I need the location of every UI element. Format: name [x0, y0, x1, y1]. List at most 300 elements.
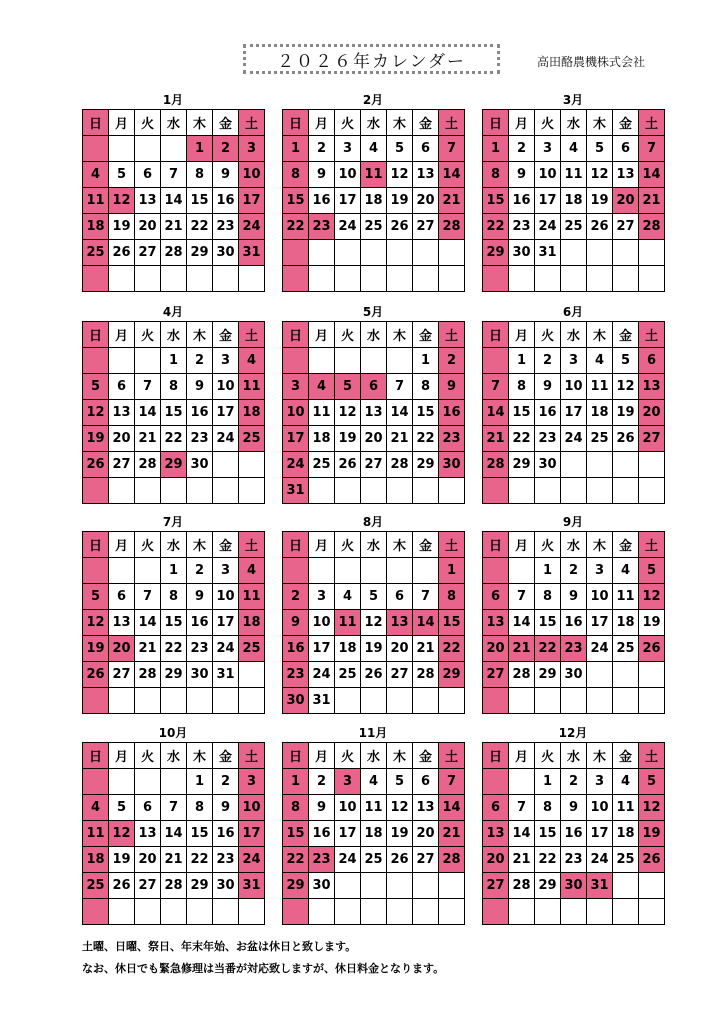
day-cell: 30 [561, 873, 587, 899]
day-cell: 8 [161, 374, 187, 400]
empty-cell [413, 688, 439, 714]
day-cell: 25 [83, 873, 109, 899]
day-cell: 24 [283, 452, 309, 478]
empty-cell [335, 240, 361, 266]
weekday-header: 金 [413, 532, 439, 558]
day-cell: 16 [535, 400, 561, 426]
week-row [283, 214, 465, 240]
empty-cell [387, 240, 413, 266]
day-cell: 28 [135, 452, 161, 478]
day-cell: 28 [413, 662, 439, 688]
day-cell: 6 [135, 162, 161, 188]
day-cell: 4 [239, 558, 265, 584]
week-row [483, 426, 665, 452]
day-cell: 18 [239, 400, 265, 426]
week-row [283, 478, 465, 504]
day-cell: 12 [387, 162, 413, 188]
week-row [83, 374, 265, 400]
day-cell: 11 [361, 795, 387, 821]
day-cell: 22 [509, 426, 535, 452]
note-line-2: なお、休日でも緊急修理は当番が対応致しますが、休日料金となります。 [82, 962, 445, 975]
weekday-header: 水 [561, 110, 587, 136]
day-cell: 26 [109, 873, 135, 899]
week-row [283, 688, 465, 714]
calendar-title: ２０２６年カレンダー [277, 51, 466, 72]
day-cell: 7 [413, 584, 439, 610]
empty-cell [109, 266, 135, 292]
day-cell: 22 [535, 847, 561, 873]
day-cell: 16 [439, 400, 465, 426]
month-calendar [82, 303, 264, 504]
day-cell: 21 [161, 847, 187, 873]
day-cell: 17 [283, 426, 309, 452]
day-cell: 12 [587, 162, 613, 188]
day-cell: 27 [483, 662, 509, 688]
day-cell: 13 [613, 162, 639, 188]
day-cell: 11 [587, 374, 613, 400]
day-cell: 4 [335, 584, 361, 610]
weekday-header: 日 [83, 532, 109, 558]
day-cell: 31 [213, 662, 239, 688]
day-cell: 5 [387, 769, 413, 795]
day-cell: 23 [309, 214, 335, 240]
day-cell: 13 [109, 610, 135, 636]
day-cell: 16 [213, 188, 239, 214]
empty-cell [639, 452, 665, 478]
month-title: 9月 [562, 515, 584, 529]
day-cell: 2 [535, 348, 561, 374]
day-cell: 2 [309, 769, 335, 795]
day-cell: 17 [239, 188, 265, 214]
day-cell: 10 [561, 374, 587, 400]
day-cell: 5 [639, 558, 665, 584]
day-cell: 18 [83, 847, 109, 873]
day-cell: 10 [535, 162, 561, 188]
day-cell: 27 [613, 214, 639, 240]
weekday-header: 金 [413, 110, 439, 136]
empty-cell [335, 899, 361, 925]
month-title: 6月 [562, 305, 584, 319]
day-cell: 16 [561, 610, 587, 636]
weekday-header: 火 [135, 532, 161, 558]
day-cell: 15 [161, 610, 187, 636]
day-cell: 30 [509, 240, 535, 266]
empty-cell [413, 558, 439, 584]
month-calendar [282, 513, 464, 714]
day-cell: 26 [109, 240, 135, 266]
day-cell: 18 [361, 821, 387, 847]
day-cell: 19 [361, 636, 387, 662]
empty-cell [239, 452, 265, 478]
weekday-header-row [283, 532, 465, 558]
day-cell: 4 [361, 769, 387, 795]
week-row [483, 847, 665, 873]
weekday-header: 水 [161, 532, 187, 558]
weekday-header: 火 [335, 110, 361, 136]
empty-cell [187, 266, 213, 292]
day-cell: 1 [283, 136, 309, 162]
empty-cell [109, 478, 135, 504]
day-cell: 23 [283, 662, 309, 688]
weekday-header: 水 [361, 322, 387, 348]
week-row [83, 452, 265, 478]
empty-cell [283, 558, 309, 584]
day-cell: 25 [613, 636, 639, 662]
day-cell: 9 [535, 374, 561, 400]
day-cell: 2 [187, 348, 213, 374]
empty-cell [213, 899, 239, 925]
empty-cell [213, 452, 239, 478]
empty-cell [561, 478, 587, 504]
day-cell: 31 [309, 688, 335, 714]
day-cell: 7 [161, 162, 187, 188]
empty-cell [309, 266, 335, 292]
empty-cell [135, 769, 161, 795]
weekday-header: 月 [309, 322, 335, 348]
weekday-header: 水 [561, 322, 587, 348]
calendar-title-box [243, 44, 500, 74]
day-cell: 20 [483, 636, 509, 662]
empty-cell [283, 266, 309, 292]
weekday-header: 水 [161, 322, 187, 348]
day-cell: 19 [83, 426, 109, 452]
week-row [283, 240, 465, 266]
month-calendar [282, 91, 464, 292]
weekday-header: 金 [613, 110, 639, 136]
day-cell: 24 [309, 662, 335, 688]
day-cell: 2 [309, 136, 335, 162]
day-cell: 8 [283, 162, 309, 188]
weekday-header-row [283, 110, 465, 136]
empty-cell [83, 558, 109, 584]
empty-cell [335, 558, 361, 584]
day-cell: 12 [83, 400, 109, 426]
month-table [82, 109, 265, 292]
day-cell: 27 [639, 426, 665, 452]
week-row [83, 400, 265, 426]
day-cell: 1 [483, 136, 509, 162]
week-row [483, 662, 665, 688]
day-cell: 5 [387, 136, 413, 162]
empty-cell [361, 240, 387, 266]
day-cell: 26 [361, 662, 387, 688]
empty-cell [509, 478, 535, 504]
day-cell: 17 [535, 188, 561, 214]
day-cell: 14 [639, 162, 665, 188]
empty-cell [613, 662, 639, 688]
day-cell: 21 [439, 821, 465, 847]
day-cell: 24 [239, 214, 265, 240]
week-row [483, 348, 665, 374]
weekday-header: 金 [613, 322, 639, 348]
day-cell: 16 [213, 821, 239, 847]
day-cell: 29 [483, 240, 509, 266]
day-cell: 7 [483, 374, 509, 400]
day-cell: 28 [135, 662, 161, 688]
day-cell: 26 [639, 636, 665, 662]
day-cell: 23 [187, 636, 213, 662]
day-cell: 30 [561, 662, 587, 688]
day-cell: 6 [413, 136, 439, 162]
empty-cell [509, 769, 535, 795]
empty-cell [483, 266, 509, 292]
day-cell: 29 [439, 662, 465, 688]
day-cell: 14 [135, 400, 161, 426]
day-cell: 3 [561, 348, 587, 374]
month-calendar [482, 91, 664, 292]
day-cell: 1 [161, 348, 187, 374]
empty-cell [109, 558, 135, 584]
day-cell: 16 [561, 821, 587, 847]
week-row [483, 795, 665, 821]
week-row [83, 584, 265, 610]
day-cell: 4 [613, 769, 639, 795]
empty-cell [639, 662, 665, 688]
day-cell: 20 [135, 214, 161, 240]
month-calendar [82, 91, 264, 292]
week-row [483, 162, 665, 188]
day-cell: 15 [535, 610, 561, 636]
weekday-header-row [83, 532, 265, 558]
day-cell: 27 [413, 847, 439, 873]
weekday-header: 木 [387, 110, 413, 136]
empty-cell [135, 348, 161, 374]
weekday-header: 日 [283, 110, 309, 136]
month-title: 10月 [158, 726, 188, 740]
day-cell: 21 [483, 426, 509, 452]
empty-cell [335, 688, 361, 714]
empty-cell [83, 769, 109, 795]
day-cell: 22 [161, 426, 187, 452]
day-cell: 11 [239, 374, 265, 400]
day-cell: 1 [509, 348, 535, 374]
weekday-header-row [483, 532, 665, 558]
weekday-header: 日 [283, 322, 309, 348]
empty-cell [83, 348, 109, 374]
empty-cell [483, 478, 509, 504]
weekday-header: 土 [439, 743, 465, 769]
day-cell: 22 [283, 847, 309, 873]
day-cell: 27 [109, 452, 135, 478]
day-cell: 20 [483, 847, 509, 873]
empty-cell [439, 873, 465, 899]
week-row [483, 400, 665, 426]
week-row [83, 769, 265, 795]
weekday-header: 木 [587, 322, 613, 348]
day-cell: 17 [587, 610, 613, 636]
day-cell: 6 [387, 584, 413, 610]
empty-cell [335, 873, 361, 899]
day-cell: 16 [309, 821, 335, 847]
week-row [83, 266, 265, 292]
day-cell: 13 [483, 821, 509, 847]
empty-cell [135, 478, 161, 504]
day-cell: 26 [335, 452, 361, 478]
empty-cell [413, 899, 439, 925]
day-cell: 19 [109, 847, 135, 873]
empty-cell [283, 348, 309, 374]
day-cell: 6 [639, 348, 665, 374]
day-cell: 3 [239, 136, 265, 162]
weekday-header: 月 [109, 110, 135, 136]
weekday-header: 木 [187, 110, 213, 136]
day-cell: 21 [161, 214, 187, 240]
day-cell: 27 [361, 452, 387, 478]
month-table [82, 742, 265, 925]
empty-cell [187, 688, 213, 714]
weekday-header: 金 [613, 743, 639, 769]
day-cell: 25 [309, 452, 335, 478]
day-cell: 9 [309, 162, 335, 188]
day-cell: 27 [109, 662, 135, 688]
day-cell: 17 [561, 400, 587, 426]
weekday-header: 木 [187, 532, 213, 558]
day-cell: 27 [135, 873, 161, 899]
day-cell: 23 [187, 426, 213, 452]
weekday-header: 水 [161, 743, 187, 769]
week-row [83, 610, 265, 636]
day-cell: 3 [309, 584, 335, 610]
day-cell: 25 [613, 847, 639, 873]
day-cell: 6 [483, 795, 509, 821]
empty-cell [509, 266, 535, 292]
week-row [283, 769, 465, 795]
weekday-header: 日 [83, 110, 109, 136]
day-cell: 5 [335, 374, 361, 400]
day-cell: 21 [639, 188, 665, 214]
month-table [82, 321, 265, 504]
day-cell: 8 [413, 374, 439, 400]
month-title: 4月 [162, 305, 184, 319]
empty-cell [213, 266, 239, 292]
day-cell: 7 [509, 795, 535, 821]
day-cell: 22 [535, 636, 561, 662]
day-cell: 23 [509, 214, 535, 240]
empty-cell [239, 688, 265, 714]
day-cell: 4 [587, 348, 613, 374]
empty-cell [613, 899, 639, 925]
day-cell: 15 [283, 821, 309, 847]
empty-cell [561, 266, 587, 292]
week-row [83, 847, 265, 873]
day-cell: 9 [213, 162, 239, 188]
day-cell: 13 [483, 610, 509, 636]
day-cell: 29 [161, 662, 187, 688]
weekday-header: 火 [135, 322, 161, 348]
weekday-header: 月 [309, 532, 335, 558]
day-cell: 31 [587, 873, 613, 899]
day-cell: 18 [239, 610, 265, 636]
empty-cell [361, 873, 387, 899]
day-cell: 23 [535, 426, 561, 452]
empty-cell [361, 899, 387, 925]
day-cell: 28 [161, 873, 187, 899]
day-cell: 9 [561, 584, 587, 610]
week-row [483, 136, 665, 162]
empty-cell [639, 240, 665, 266]
day-cell: 18 [361, 188, 387, 214]
weekday-header: 金 [213, 322, 239, 348]
weekday-header: 土 [239, 110, 265, 136]
day-cell: 8 [509, 374, 535, 400]
day-cell: 23 [561, 847, 587, 873]
day-cell: 3 [535, 136, 561, 162]
day-cell: 13 [135, 821, 161, 847]
day-cell: 30 [283, 688, 309, 714]
day-cell: 10 [239, 795, 265, 821]
empty-cell [309, 240, 335, 266]
day-cell: 31 [283, 478, 309, 504]
week-row [283, 795, 465, 821]
empty-cell [613, 240, 639, 266]
empty-cell [587, 452, 613, 478]
month-calendar [82, 513, 264, 714]
month-title: 11月 [358, 726, 388, 740]
weekday-header: 金 [413, 743, 439, 769]
weekday-header: 金 [213, 532, 239, 558]
empty-cell [335, 478, 361, 504]
empty-cell [639, 266, 665, 292]
day-cell: 9 [187, 374, 213, 400]
weekday-header-row [83, 322, 265, 348]
day-cell: 7 [639, 136, 665, 162]
empty-cell [161, 688, 187, 714]
day-cell: 20 [361, 426, 387, 452]
empty-cell [509, 899, 535, 925]
day-cell: 4 [561, 136, 587, 162]
week-row [83, 662, 265, 688]
weekday-header: 月 [309, 743, 335, 769]
day-cell: 8 [439, 584, 465, 610]
weekday-header: 水 [361, 743, 387, 769]
month-title: 12月 [558, 726, 588, 740]
day-cell: 16 [309, 188, 335, 214]
weekday-header: 月 [509, 743, 535, 769]
day-cell: 27 [483, 873, 509, 899]
day-cell: 28 [509, 873, 535, 899]
day-cell: 9 [439, 374, 465, 400]
day-cell: 31 [239, 873, 265, 899]
day-cell: 13 [135, 188, 161, 214]
empty-cell [639, 899, 665, 925]
day-cell: 27 [135, 240, 161, 266]
notes [82, 936, 444, 980]
empty-cell [83, 688, 109, 714]
month-table [282, 742, 465, 925]
empty-cell [83, 136, 109, 162]
empty-cell [587, 478, 613, 504]
day-cell: 15 [439, 610, 465, 636]
month-table [82, 531, 265, 714]
day-cell: 25 [83, 240, 109, 266]
weekday-header-row [483, 110, 665, 136]
day-cell: 3 [335, 136, 361, 162]
day-cell: 11 [613, 584, 639, 610]
day-cell: 1 [283, 769, 309, 795]
week-row [483, 899, 665, 925]
week-row [83, 821, 265, 847]
day-cell: 28 [439, 847, 465, 873]
empty-cell [387, 873, 413, 899]
empty-cell [161, 478, 187, 504]
empty-cell [187, 478, 213, 504]
day-cell: 30 [187, 662, 213, 688]
day-cell: 9 [213, 795, 239, 821]
empty-cell [213, 688, 239, 714]
day-cell: 7 [509, 584, 535, 610]
day-cell: 21 [509, 636, 535, 662]
day-cell: 12 [639, 584, 665, 610]
